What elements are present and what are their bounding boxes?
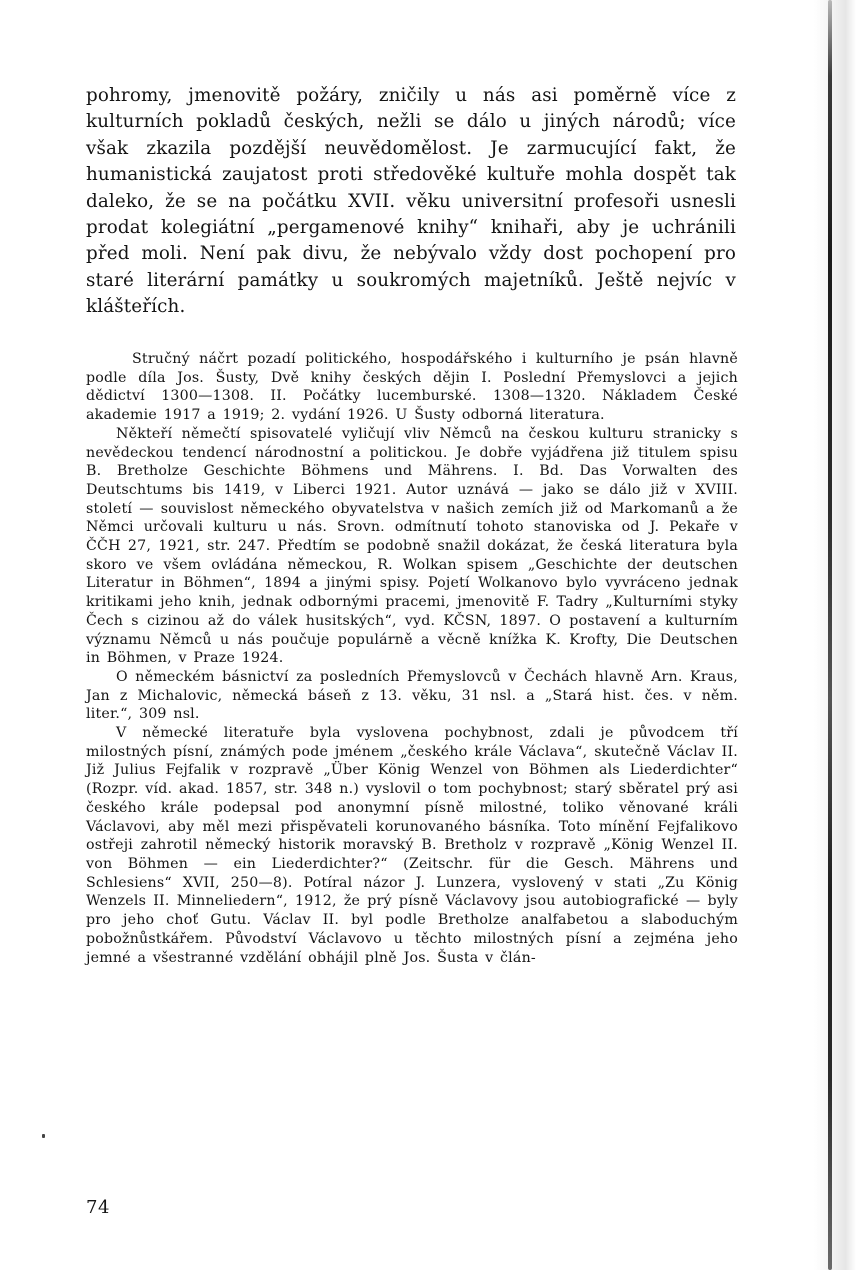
main-paragraph: pohromy, jmenovitě požáry, zničily u nás asi poměrně více z kulturních pokladů českých, nežli se dálo u jiných národů; více však zkazila pozdější neuvědomělost. Je zarmucující fakt, že humanistická zaujatost proti středověké kultuře mohla dospět tak daleko, že se na počátku XVII. věku universitní profesoři usnesli prodat kolegiátní „pergamenové knihy“ knihaři, aby je uchránili před moli. Není pak divu, že nebývalo vždy dost pochopení pro staré literární památky u soukromých majetníků. Ještě nejvíc v klášteřích. bbox=[86, 85, 736, 318]
note-paragraph: V německé literatuře byla vyslovena pochybnost, zdali je původcem tří milostných písní, známých pode jménem „českého krále Václava“, skutečně Václav II. Již Julius Fejfalik v rozpravě „Über König Wenzel von Böhmen als Liederdichter“ (Rozpr. víd. akad. 1857, str. 348 n.) vyslovil o tom pochybnost; starý sběratel prý asi českého krále podepsal pod anonymní písně milostné, toliko věnované králi Václavovi, aby měl mezi přispěvateli korunovaného básníka. Toto mínění Fejfalikovo ostřeji zahrotil německý historik moravský B. Bretholz v rozpravě „König Wenzel II. von Böhmen — ein Liederdichter?“ (Zeitschr. für die Gesch. Mährens und Schlesiens“ XVII, 250—8). Potíral názor J. Lunzera, vyslovený v stati „Zu König Wenzels II. Minneliedern“, 1912, že prý písně Václavovy jsou autobiografické — byly pro jeho choť Gutu. Václav II. byl podle Bretholze analfabetou a slaboduchým pobožnůstkářem. Původství Václavovo u těchto milostných písní a zejména jeho jemné a všestranné vzdělání obhájil plně Jos. Šusta v člán- bbox=[86, 725, 738, 966]
page-binding-edge bbox=[814, 0, 856, 1270]
notes-section bbox=[86, 350, 738, 967]
note-paragraph: Stručný náčrt pozadí politického, hospodářského i kulturního je psán hlavně podle díla Jos. Šusty, Dvě knihy českých dějin I. Poslední Přemyslovci a jejich dědictví 1300—1308. II. Počátky lucemburské. 1308—1320. Nákladem České akademie 1917 a 1919; 2. vydání 1926. U Šusty odborná literatura. bbox=[86, 351, 738, 424]
page-edge-shading bbox=[814, 0, 856, 1270]
note-paragraph: Někteří němečtí spisovatelé vyličují vliv Němců na českou kulturu stranicky s nevědeckou tendencí národnostní a politickou. Je dobře vyjádřena již titulem spisu B. Bretholze Geschichte Böhmens und Mährens. I. Bd. Das Vorwalten des Deutschtums bis 1419, v Liberci 1921. Autor uznává — jako se dálo již v XVIII. století — souvislost německého obyvatelstva v našich zemích již od Markomanů a že Němci určovali kulturu u nás. Srovn. odmítnutí tohoto stanoviska od J. Pekaře v ČČH 27, 1921, str. 247. Předtím se podobně snažil dokázat, že česká literatura byla skoro ve všem ovládána německou, R. Wolkan spisem „Geschichte der deutschen Literatur in Böhmen“, 1894 a jinými spisy. Pojetí Wolkanovo bylo vyvráceno jednak kritikami jeho knih, jednak odbornými pracemi, jmenovitě F. Tadry „Kulturními styky Čech s cizinou až do válek husitských“, vyd. KČSN, 1897. O postavení a kulturním významu Němců u nás poučuje populárně a věcně knížka K. Krofty, Die Deutschen in Böhmen, v Praze 1924. bbox=[86, 425, 738, 667]
page-edge-shadow bbox=[828, 0, 832, 1270]
margin-speck bbox=[42, 1134, 45, 1138]
page-number: 74 bbox=[86, 1197, 110, 1218]
note-paragraph: O německém básnictví za posledních Přemyslovců v Čechách hlavně Arn. Kraus, Jan z Michalovic, německá báseň z 13. věku, 31 nsl. a „Stará hist. čes. v něm. liter.“, 309 nsl. bbox=[86, 668, 738, 723]
